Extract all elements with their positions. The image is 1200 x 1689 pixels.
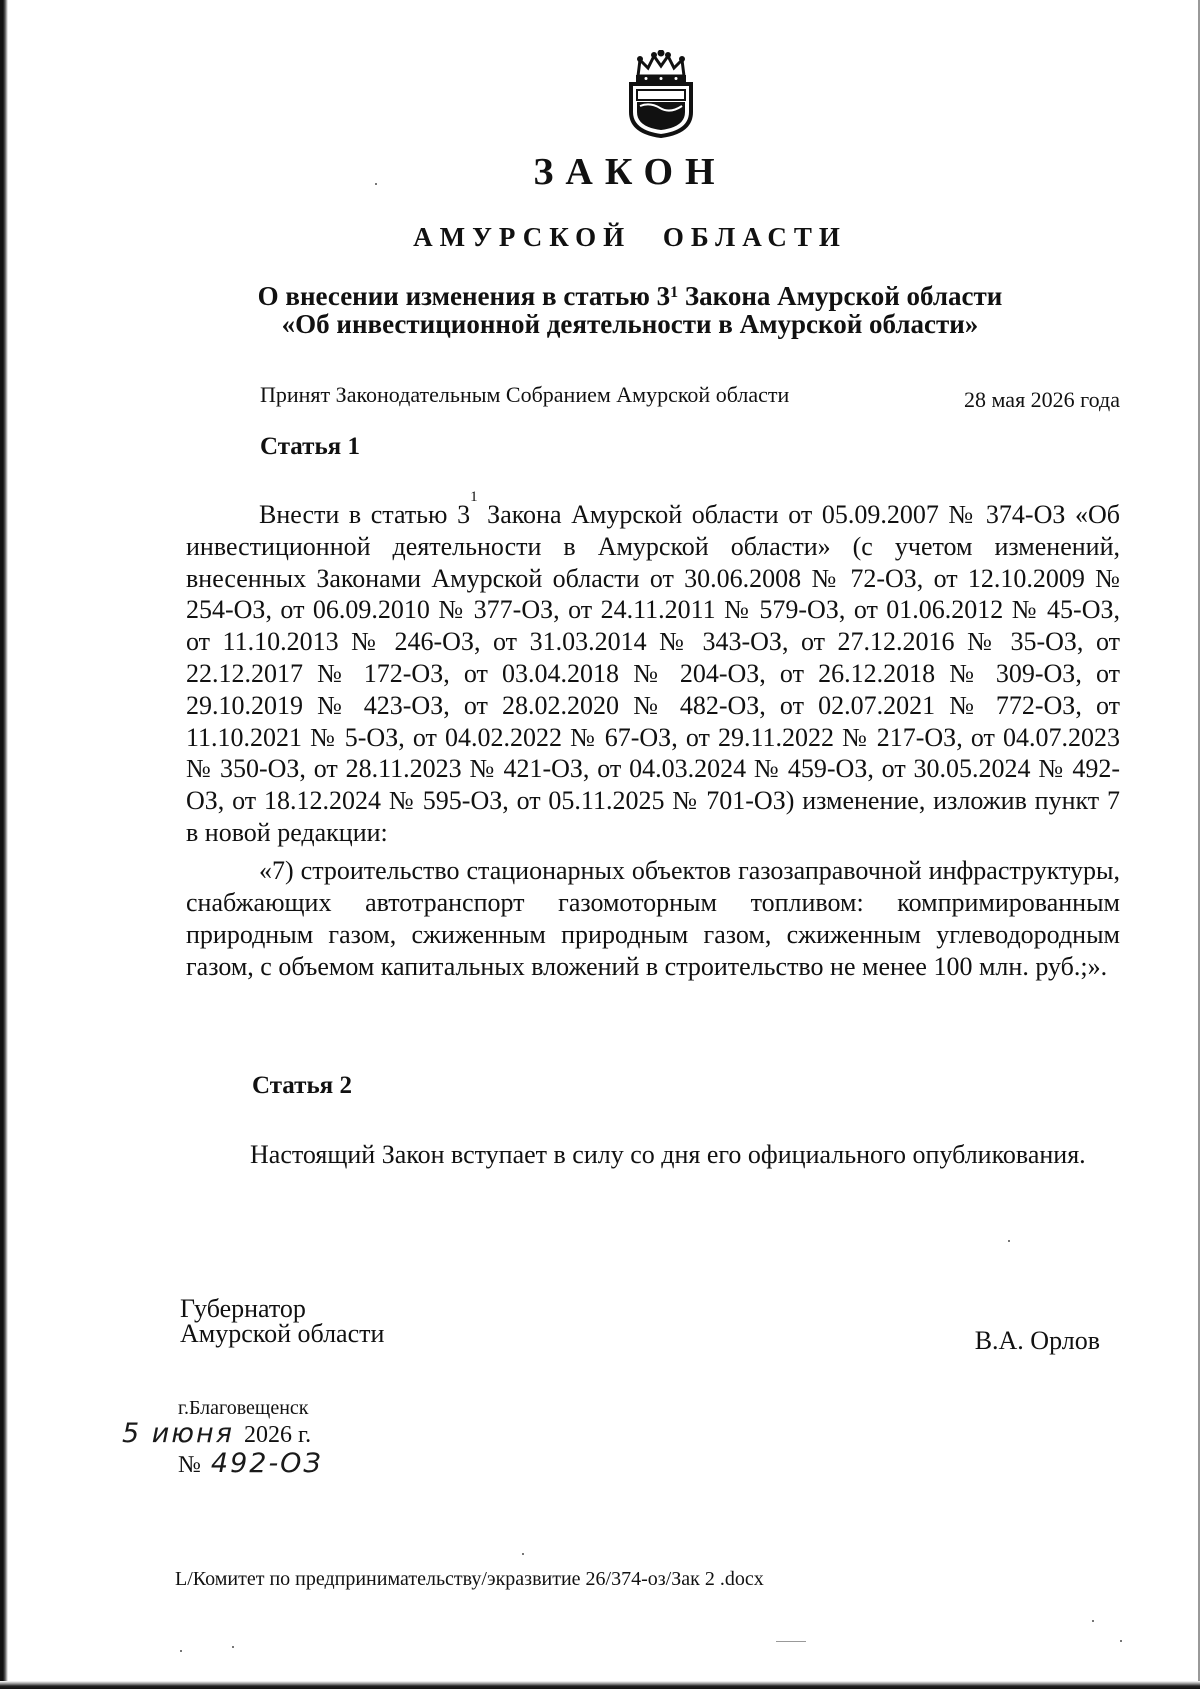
article2-paragraph1: Настоящий Закон вступает в силу со дня его официального опубликования. [250, 1140, 1086, 1169]
law-heading-line2: «Об инвестиционной деятельности в Амурской области» [281, 309, 979, 339]
signatory-title-line2: Амурской области [180, 1319, 385, 1348]
heading-text-pre: О внесении изменения в статью 3 [257, 281, 671, 311]
issue-date-handwritten: 5 июня [122, 1418, 234, 1449]
article1-p1-pre: Внести в статью 3 [259, 500, 471, 529]
issue-number [178, 1448, 323, 1479]
signatory-title [180, 1296, 384, 1346]
article2-heading: Статья 2 [252, 1072, 352, 1099]
adoption-date: 28 мая 2026 года [964, 387, 1120, 412]
scan-speck [375, 183, 377, 185]
issue-number-prefix: № [178, 1452, 201, 1478]
issue-number-handwritten: 492-ОЗ [210, 1448, 323, 1479]
scan-speck [1092, 1620, 1094, 1622]
coat-of-arms-icon [626, 50, 696, 138]
signatory-name: В.А. Орлов [974, 1326, 1100, 1355]
article1-heading: Статья 1 [260, 433, 360, 460]
issue-place: г.Благовещенск [178, 1397, 309, 1419]
issue-date [122, 1418, 311, 1449]
law-heading [0, 282, 1200, 338]
scan-speck [232, 1646, 234, 1648]
law-heading-line1 [60, 282, 1200, 310]
scan-speck [522, 1553, 524, 1555]
heading-text-post: Закона Амурской области [678, 281, 1003, 311]
article1-paragraph2: «7) строительство стационарных объектов газозаправочной инфраструктуры, снабжающих автотранспорт газомоторным топливом: компримированным природным газом, сжиженным природным газом, сжиженным углеводородным газом, с объемом капитальных вложений в строительство не менее 100 млн. руб.;». [186, 856, 1120, 981]
article1-paragraph1 [186, 489, 1120, 849]
footer-file-path: L/Комитет по предпринимательству/экразвитие 26/374-оз/Зак 2 .docx [175, 1568, 764, 1590]
scan-edge-left [0, 0, 8, 1689]
scan-speck [1120, 1640, 1122, 1642]
adoption-text: Принят Законодательным Собранием Амурской области [260, 382, 790, 407]
issue-year: 2026 г. [243, 1422, 312, 1448]
scan-speck [776, 1641, 806, 1642]
article1-p1-superscript: 1 [470, 489, 478, 505]
heading-superscript: 1 [670, 284, 679, 301]
document-subtitle: АМУРСКОЙ ОБЛАСТИ [413, 222, 847, 252]
article1-p1-post: Закона Амурской области от 05.09.2007 № 374-ОЗ «Об инвестиционной деятельности в Амурской области» (с учетом изменений, внесенных Законами Амурской области от 30.06.2008 № 72-ОЗ, от 12.10.2009 № 254-ОЗ, от 06.09.2010 № 377-ОЗ, от 24.11.2011 № 579-ОЗ, от 01.06.2012 № 45-ОЗ, от 11.10.2013 № 246-ОЗ, от 31.03.2014 № 343-ОЗ, от 27.12.2016 № 35-ОЗ, от 22.12.2017 № 172-ОЗ, от 03.04.2018 № 204-ОЗ, от 26.12.2018 № 309-ОЗ, от 29.10.2019 № 423-ОЗ, от 28.02.2020 № 482-ОЗ, от 02.07.2021 № 772-ОЗ, от 11.10.2021 № 5-ОЗ, от 04.02.2022 № 67-ОЗ, от 29.11.2022 № 217-ОЗ, от 04.07.2023 № 350-ОЗ, от 28.11.2023 № 421-ОЗ, от 04.03.2024 № 459-ОЗ, от 30.05.2024 № 492-ОЗ, от 18.12.2024 № 595-ОЗ, от 05.11.2025 № 701-ОЗ) изменение, изложив пункт 7 в новой редакции: [186, 500, 1120, 847]
document-title: ЗАКОН [533, 151, 727, 193]
scan-speck [180, 1650, 182, 1652]
signatory-title-line1: Губернатор [180, 1294, 306, 1323]
scan-edge-bottom [0, 1681, 1200, 1689]
scan-speck [1008, 1240, 1010, 1242]
